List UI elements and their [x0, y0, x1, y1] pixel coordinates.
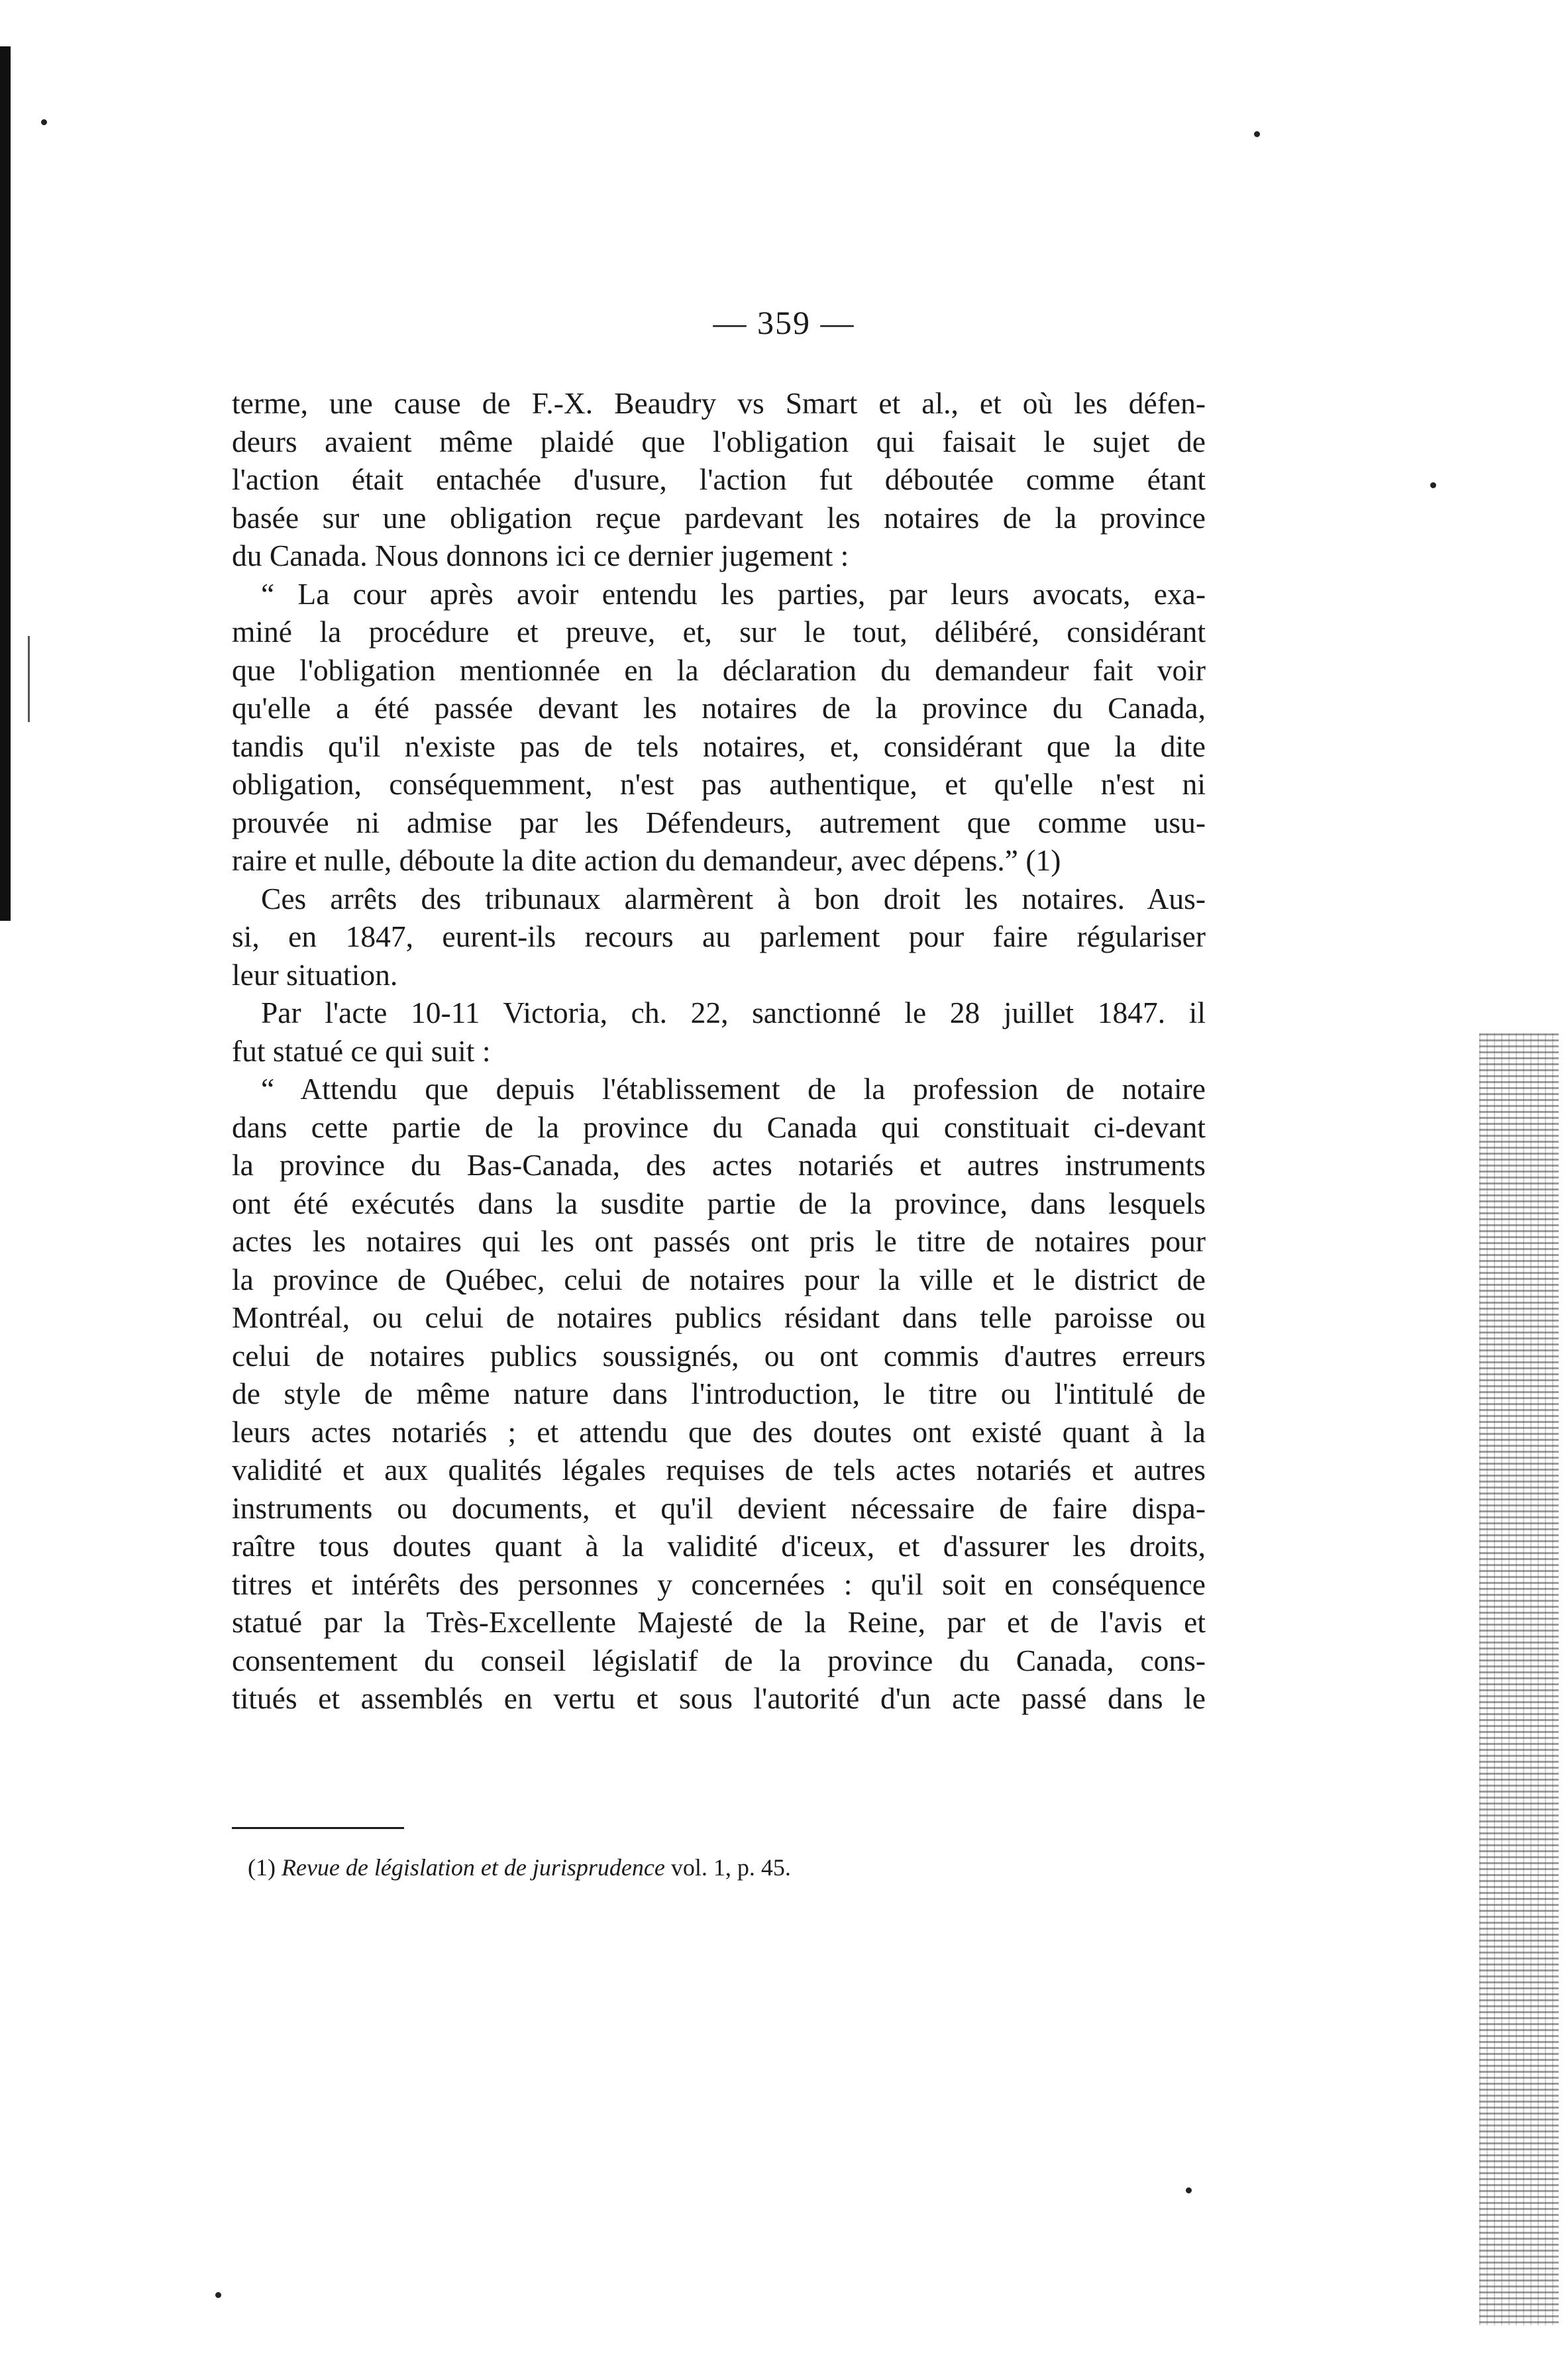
footnote-reference: vol. 1, p. 45. — [664, 1854, 791, 1881]
text-line: miné la procédure et preuve, et, sur le tout, délibéré, considérant — [232, 615, 1206, 649]
text-line: du Canada. Nous donnons ici ce dernier jugement : — [232, 539, 849, 572]
footnote-source-title: Revue de législation et de jurisprudence — [281, 1854, 665, 1881]
text-line: l'action était entachée d'usure, l'action fut déboutée comme étant — [232, 462, 1206, 496]
text-line: validité et aux qualités légales requises de tels actes notariés et autres — [232, 1453, 1206, 1487]
page-number: — 359 — — [713, 304, 855, 341]
text-line: statué par la Très-Excellente Majesté de la Reine, par et de l'avis et — [232, 1605, 1206, 1639]
text-line: fut statué ce qui suit : — [232, 1033, 491, 1068]
footnote-divider — [232, 1827, 404, 1829]
text-line: la province du Bas-Canada, des actes notariés et autres instruments — [232, 1148, 1206, 1182]
scan-edge-left — [0, 46, 11, 921]
text-line: titres et intérêts des personnes y concernées : qu'il soit en conséquence — [232, 1567, 1206, 1601]
text-line: Ces arrêts des tribunaux alarmèrent à bon droit les notaires. Aus- — [261, 881, 1206, 916]
text-line: consentement du conseil législatif de la province du Canada, cons- — [232, 1643, 1206, 1677]
scan-speck — [215, 2292, 221, 2298]
text-line: instruments ou documents, et qu'il devient nécessaire de faire dispa- — [232, 1491, 1206, 1525]
scan-speck — [41, 119, 47, 125]
footnote-marker: (1) — [248, 1854, 282, 1881]
text-line: “ La cour après avoir entendu les parties, par leurs avocats, exa- — [261, 576, 1206, 611]
scan-edge-mark — [28, 636, 30, 722]
scan-edge-right — [1479, 1033, 1559, 2325]
text-line: leur situation. — [232, 957, 398, 992]
text-line: raire et nulle, déboute la dite action du demandeur, avec dépens.” (1) — [232, 843, 1061, 877]
text-line: Montréal, ou celui de notaires publics résidant dans telle paroisse ou — [232, 1300, 1206, 1334]
scan-speck — [1186, 2187, 1192, 2193]
text-line: prouvée ni admise par les Défendeurs, autrement que comme usu- — [232, 805, 1206, 839]
text-line: basée sur une obligation reçue pardevant les notaires de la province — [232, 500, 1206, 535]
text-line: raître tous doutes quant à la validité d'iceux, et d'assurer les droits, — [232, 1529, 1206, 1563]
text-line: leurs actes notariés ; et attendu que des doutes ont existé quant à la — [232, 1414, 1206, 1449]
text-line: si, en 1847, eurent-ils recours au parlement pour faire régulariser — [232, 919, 1206, 953]
text-line: tandis qu'il n'existe pas de tels notaires, et, considérant que la dite — [232, 729, 1206, 763]
text-line: qu'elle a été passée devant les notaires de la province du Canada, — [232, 691, 1206, 725]
scan-speck — [1254, 131, 1260, 137]
text-line: ont été exécutés dans la susdite partie de la province, dans lesquels — [232, 1186, 1206, 1220]
text-line: que l'obligation mentionnée en la déclaration du demandeur fait voir — [232, 653, 1206, 687]
text-line: la province de Québec, celui de notaires pour la ville et le district de — [232, 1262, 1206, 1296]
scan-speck — [1430, 482, 1436, 488]
text-line: Par l'acte 10-11 Victoria, ch. 22, sanctionné le 28 juillet 1847. il — [261, 996, 1206, 1029]
text-line: celui de notaires publics soussignés, ou ont commis d'autres erreurs — [232, 1338, 1206, 1373]
text-line: de style de même nature dans l'introduction, le titre ou l'intitulé de — [232, 1377, 1206, 1410]
text-line: dans cette partie de la province du Canada qui constituait ci-devant — [232, 1110, 1206, 1144]
text-line: actes les notaires qui les ont passés ont pris le titre de notaires pour — [232, 1224, 1206, 1258]
text-line: titués et assemblés en vertu et sous l'autorité d'un acte passé dans le — [232, 1681, 1206, 1715]
body-text — [232, 384, 1206, 1718]
footnote — [248, 1854, 791, 1881]
text-line: “ Attendu que depuis l'établissement de la profession de notaire — [261, 1072, 1206, 1106]
text-line: deurs avaient même plaidé que l'obligation qui faisait le sujet de — [232, 424, 1206, 458]
text-line: obligation, conséquemment, n'est pas authentique, et qu'elle n'est ni — [232, 767, 1206, 801]
text-line: terme, une cause de F.-X. Beaudry vs Smart et al., et où les défen- — [232, 386, 1206, 420]
